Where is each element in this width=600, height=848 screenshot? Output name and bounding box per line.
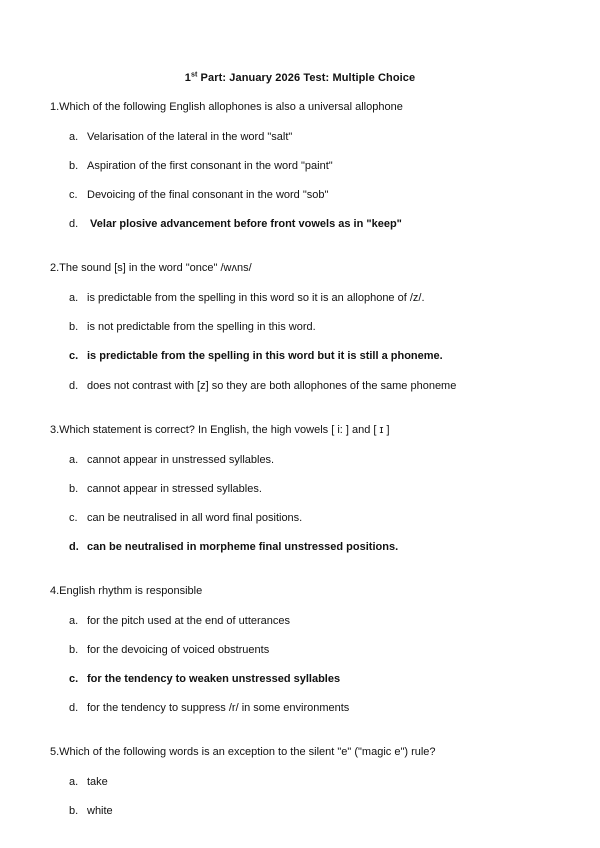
question-4-option-c[interactable] <box>69 673 340 685</box>
title-text: Part: January 2026 Test: Multiple Choice <box>197 72 416 84</box>
option-letter: b. <box>69 805 79 817</box>
option-text: does not contrast with [z] so they are both allophones of the same phoneme <box>87 380 457 392</box>
option-letter: c. <box>69 673 79 685</box>
question-5: 5.Which of the following words is an exception to the silent "e" ("magic e") rule? <box>50 746 436 758</box>
question-3: 3.Which statement is correct? In English, the high vowels [ i: ] and [ ɪ ] <box>50 424 390 436</box>
question-3-option-c[interactable] <box>69 512 302 524</box>
title-number: 1 <box>184 72 191 84</box>
question-2: 2.The sound [s] in the word "once" /wʌns/ <box>50 262 252 274</box>
option-text: Aspiration of the first consonant in the word "paint" <box>87 160 333 172</box>
option-text: cannot appear in unstressed syllables. <box>87 454 275 466</box>
option-text: is predictable from the spelling in this word so it is an allophone of /z/. <box>87 292 425 304</box>
option-text: Velar plosive advancement before front vowels as in "keep" <box>87 218 402 230</box>
option-letter: b. <box>69 483 79 495</box>
question-1-option-c[interactable] <box>69 189 328 201</box>
option-letter: b. <box>69 321 79 333</box>
option-text: Velarisation of the lateral in the word "salt" <box>87 131 293 143</box>
option-text: for the tendency to weaken unstressed syllables <box>87 673 341 685</box>
option-letter: a. <box>69 454 79 466</box>
question-4-option-a[interactable] <box>69 615 290 627</box>
option-letter: d. <box>69 218 79 230</box>
option-letter: d. <box>69 380 79 392</box>
option-text: for the devoicing of voiced obstruents <box>87 644 270 656</box>
option-text: cannot appear in stressed syllables. <box>87 483 262 495</box>
option-letter: b. <box>69 644 79 656</box>
option-text: for the tendency to suppress /r/ in some environments <box>87 702 350 714</box>
question-5-option-a[interactable] <box>69 776 108 788</box>
question-3-option-b[interactable] <box>69 483 262 495</box>
option-letter: c. <box>69 350 79 362</box>
page-title <box>0 72 600 84</box>
option-text: is not predictable from the spelling in this word. <box>87 321 316 333</box>
question-3-option-d[interactable] <box>69 541 398 553</box>
question-2-option-a[interactable] <box>69 292 425 304</box>
question-5-option-b[interactable] <box>69 805 113 817</box>
question-4-option-b[interactable] <box>69 644 269 656</box>
question-4: 4.English rhythm is responsible <box>50 585 203 597</box>
option-text: Devoicing of the final consonant in the word "sob" <box>87 189 329 201</box>
option-letter: b. <box>69 160 79 172</box>
option-letter: a. <box>69 292 79 304</box>
option-letter: a. <box>69 131 79 143</box>
option-letter: a. <box>69 615 79 627</box>
question-1-option-d[interactable] <box>69 218 402 230</box>
question-1: 1.Which of the following English allophones is also a universal allophone <box>50 101 403 113</box>
option-text: for the pitch used at the end of utterances <box>87 615 291 627</box>
option-text: can be neutralised in all word final positions. <box>87 512 303 524</box>
title-superscript: st <box>190 71 198 79</box>
option-letter: d. <box>69 541 79 553</box>
question-1-option-a[interactable] <box>69 131 292 143</box>
question-1-option-b[interactable] <box>69 160 333 172</box>
option-letter: d. <box>69 702 79 714</box>
question-3-option-a[interactable] <box>69 454 274 466</box>
option-text: white <box>87 805 113 817</box>
option-text: take <box>87 776 108 788</box>
question-2-option-d[interactable] <box>69 380 456 392</box>
question-2-option-b[interactable] <box>69 321 316 333</box>
question-4-option-d[interactable] <box>69 702 349 714</box>
question-2-option-c[interactable] <box>69 350 443 362</box>
option-text: is predictable from the spelling in this word but it is still a phoneme. <box>87 350 443 362</box>
option-letter: c. <box>69 189 78 201</box>
option-letter: c. <box>69 512 78 524</box>
option-text: can be neutralised in morpheme final unstressed positions. <box>87 541 399 553</box>
option-letter: a. <box>69 776 79 788</box>
